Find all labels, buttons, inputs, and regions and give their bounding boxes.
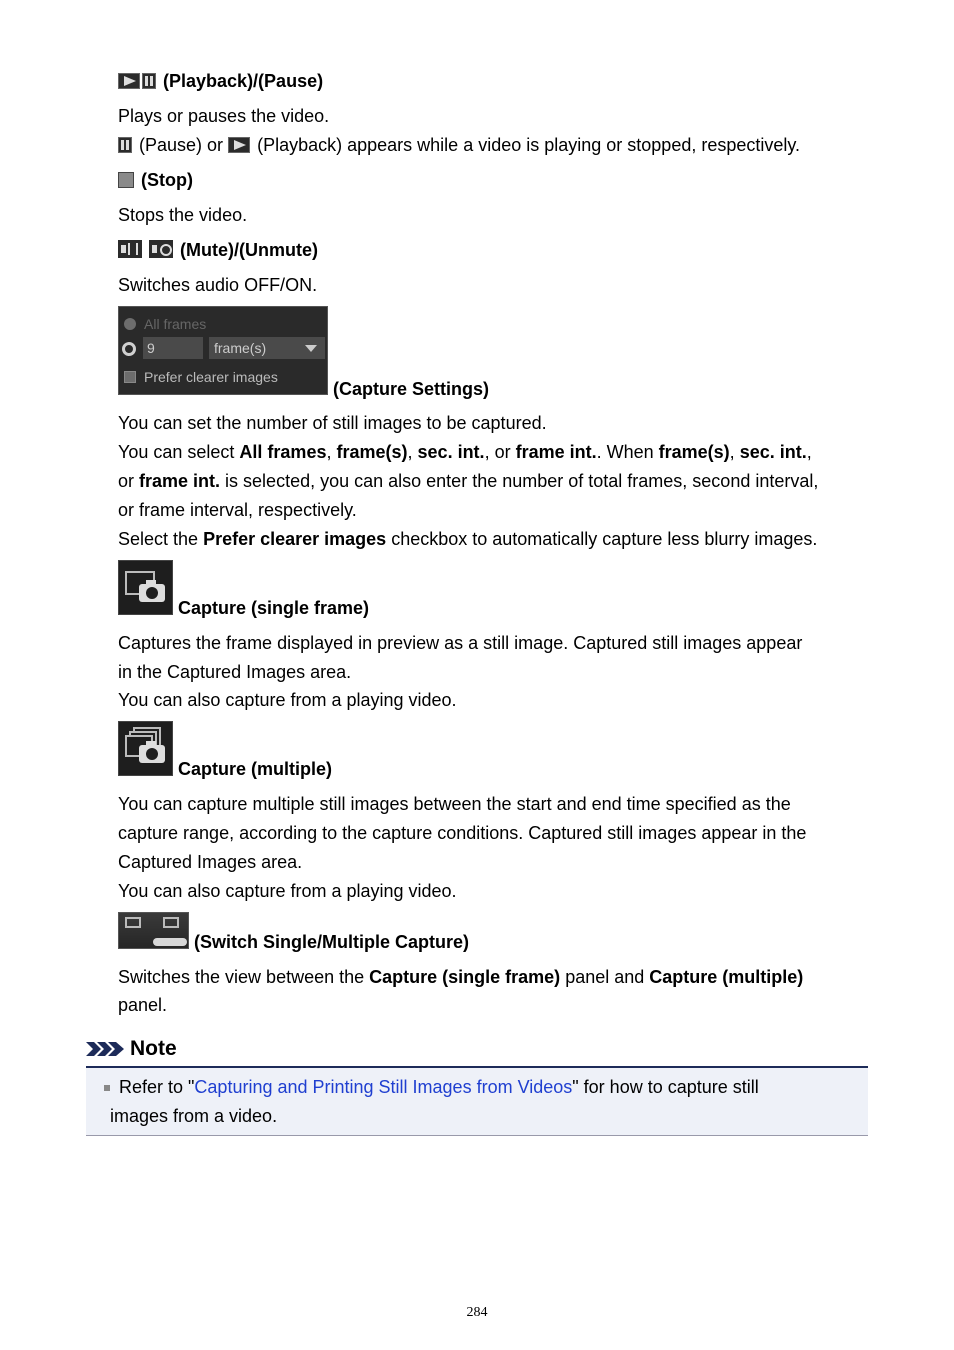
playback-desc-2: (Pause) or (Playback) appears while a video is playing or stopped, respectively.	[118, 134, 800, 156]
prefer-clearer-label: Prefer clearer images	[144, 369, 278, 385]
pause-icon	[142, 73, 156, 89]
capture-multiple-heading: Capture (multiple)	[178, 759, 333, 779]
note-link[interactable]: Capturing and Printing Still Images from Videos	[194, 1077, 573, 1097]
capture-single-l2: in the Captured Images area.	[118, 662, 352, 682]
capture-multiple-icon	[118, 721, 173, 776]
note-line-1: Refer to "Capturing and Printing Still Images from Videos" for how to capture still	[104, 1076, 759, 1098]
capture-multiple-l4: You can also capture from a playing video.	[118, 881, 457, 901]
mute-desc: Switches audio OFF/ON.	[118, 275, 318, 295]
capture-single-l3: You can also capture from a playing video.	[118, 690, 457, 710]
play-icon	[118, 73, 140, 89]
page-number: 284	[466, 1305, 488, 1320]
note-line-2: images from a video.	[110, 1106, 278, 1126]
capture-settings-l3: or frame int. is selected, you can also enter the number of total frames, second interval,	[118, 471, 819, 491]
switch-capture-l1: Switches the view between the Capture (single frame) panel and Capture (multiple)	[118, 967, 804, 987]
capture-single-icon	[118, 560, 173, 615]
prefer-clearer-checkbox	[124, 371, 136, 383]
capture-settings-l2: You can select All frames, frame(s), sec. int., or frame int.. When frame(s), sec. int.,	[118, 442, 812, 462]
note-arrows-icon	[86, 1040, 126, 1058]
playback-heading: (Playback)/(Pause)	[118, 70, 323, 92]
capture-single-l1: Captures the frame displayed in preview as a still image. Captured still images appear	[118, 633, 803, 653]
chevron-down-icon	[305, 345, 317, 352]
note-title: Note	[86, 1036, 177, 1062]
capture-settings-l5: Select the Prefer clearer images checkbox to automatically capture less blurry images.	[118, 529, 818, 549]
play-icon	[228, 137, 250, 153]
stop-icon	[118, 172, 134, 188]
capture-settings-l4: or frame interval, respectively.	[118, 500, 357, 520]
mute-icon	[149, 240, 173, 258]
capture-settings-panel	[118, 306, 328, 395]
capture-multiple-l1: You can capture multiple still images between the start and end time specified as the	[118, 794, 791, 814]
note-box	[86, 1066, 868, 1136]
stop-desc: Stops the video.	[118, 205, 248, 225]
mute-heading: (Mute)/(Unmute)	[118, 239, 318, 261]
stop-heading: (Stop)	[118, 169, 193, 191]
frame-count-field: 9	[143, 337, 203, 359]
capture-settings-heading: (Capture Settings)	[333, 379, 490, 399]
unit-select: frame(s)	[209, 337, 325, 359]
bullet-icon	[104, 1085, 110, 1091]
switch-capture-icon	[118, 912, 189, 949]
playback-desc: Plays or pauses the video.	[118, 106, 330, 126]
capture-multiple-l2: capture range, according to the capture conditions. Captured still images appear in the	[118, 823, 807, 843]
capture-settings-l1: You can set the number of still images to be captured.	[118, 413, 547, 433]
speaker-icon	[118, 240, 142, 258]
all-frames-label: All frames	[144, 316, 207, 332]
switch-capture-l2: panel.	[118, 995, 168, 1015]
radio-all-frames	[124, 318, 136, 330]
pause-icon	[118, 137, 132, 153]
capture-single-heading: Capture (single frame)	[178, 598, 370, 618]
capture-multiple-l3: Captured Images area.	[118, 852, 303, 872]
radio-count	[122, 342, 136, 356]
switch-capture-heading: (Switch Single/Multiple Capture)	[194, 932, 470, 952]
